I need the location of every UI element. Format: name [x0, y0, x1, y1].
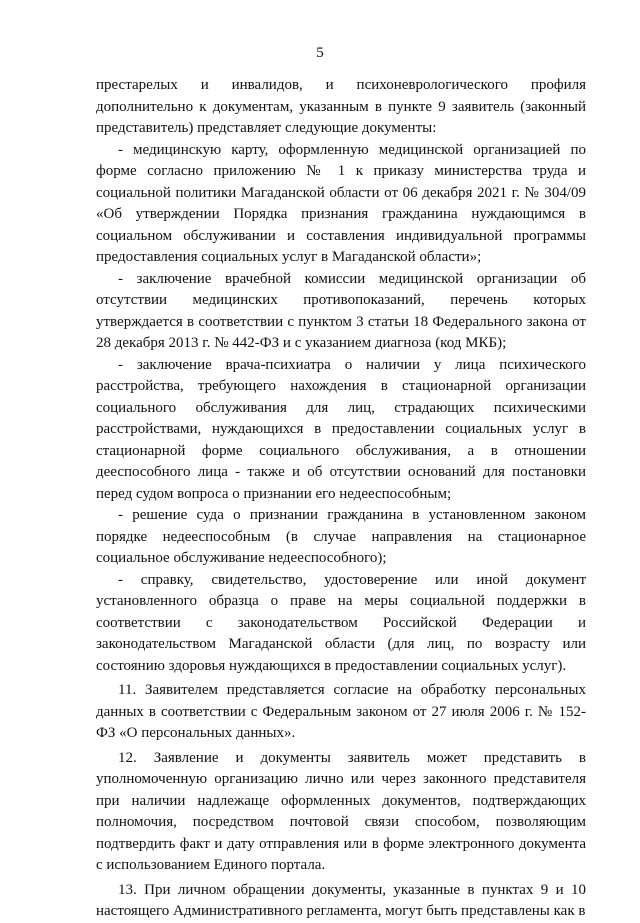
page-number: 5: [316, 45, 324, 61]
list-item-medical-commission: - заключение врачебной комиссии медицинской организации об отсутствии медицинских противопоказаний, перечень которых утверждается в соответствии с пунктом 3 статьи 18 Федерального закона от 28 декабря 2013 г. № 442-ФЗ и с указанием диагноза (код МКБ);: [96, 270, 586, 351]
paragraph-continuation: престарелых и инвалидов, и психоневрологического профиля дополнительно к документам, указанным в пункте 9 заявитель (законный представитель) представляет следующие документы:: [96, 77, 586, 136]
clause-12: 12. Заявление и документы заявитель может представить в уполномоченную организацию лично или через законного представителя при наличии надлежаще оформленных документов, подтверждающих полномочия, посредством почтовой связи способом, позволяющим подтвердить факт и дату отправления или в форме электронного документа с использованием Единого портала.: [96, 749, 586, 873]
list-item-court-decision: - решение суда о признании гражданина в установленном законом порядке недееспособным (в случае направления на стационарное социальное обслуживание недееспособного);: [96, 507, 586, 566]
clause-11: 11. Заявителем представляется согласие на обработку персональных данных в соответствии с Федеральным законом от 27 июля 2006 г. № 152-ФЗ «О персональных данных».: [96, 682, 586, 741]
document-body: [96, 75, 586, 923]
list-item-medical-card: - медицинскую карту, оформленную медицинской организацией по форме согласно приложению № 1 к приказу министерства труда и социальной политики Магаданской области от 06 декабря 2021 г. № 304/09 «Об утверждении Порядка признания гражданина нуждающимся в социальном обслуживании и составления индивидуальной программы предоставления социальных услуг в Магаданской области»;: [96, 141, 586, 265]
clause-13: 13. При личном обращении документы, указанные в пунктах 9 и 10 настоящего Административного регламента, могут быть представлены как в: [96, 881, 586, 919]
list-item-psychiatrist: - заключение врача-психиатра о наличии у лица психического расстройства, требующего нахождения в стационарной организации социального обслуживания для лиц, страдающих психическими расстройствами, нуждающихся в предоставлении социальных услуг в стационарной форме социального обслуживания, а в отношении дееспособного лица - также и об отсутствии оснований для постановки перед судом вопроса о признании его недееспособным;: [96, 356, 586, 502]
list-item-certificate: - справку, свидетельство, удостоверение или иной документ установленного образца о праве на меры социальной поддержки в соответствии с законодательством Российской Федерации и законодательством Магаданской области (для лиц, по возрасту или состоянию здоровья нуждающихся в предоставлении социальных услуг).: [96, 571, 586, 674]
